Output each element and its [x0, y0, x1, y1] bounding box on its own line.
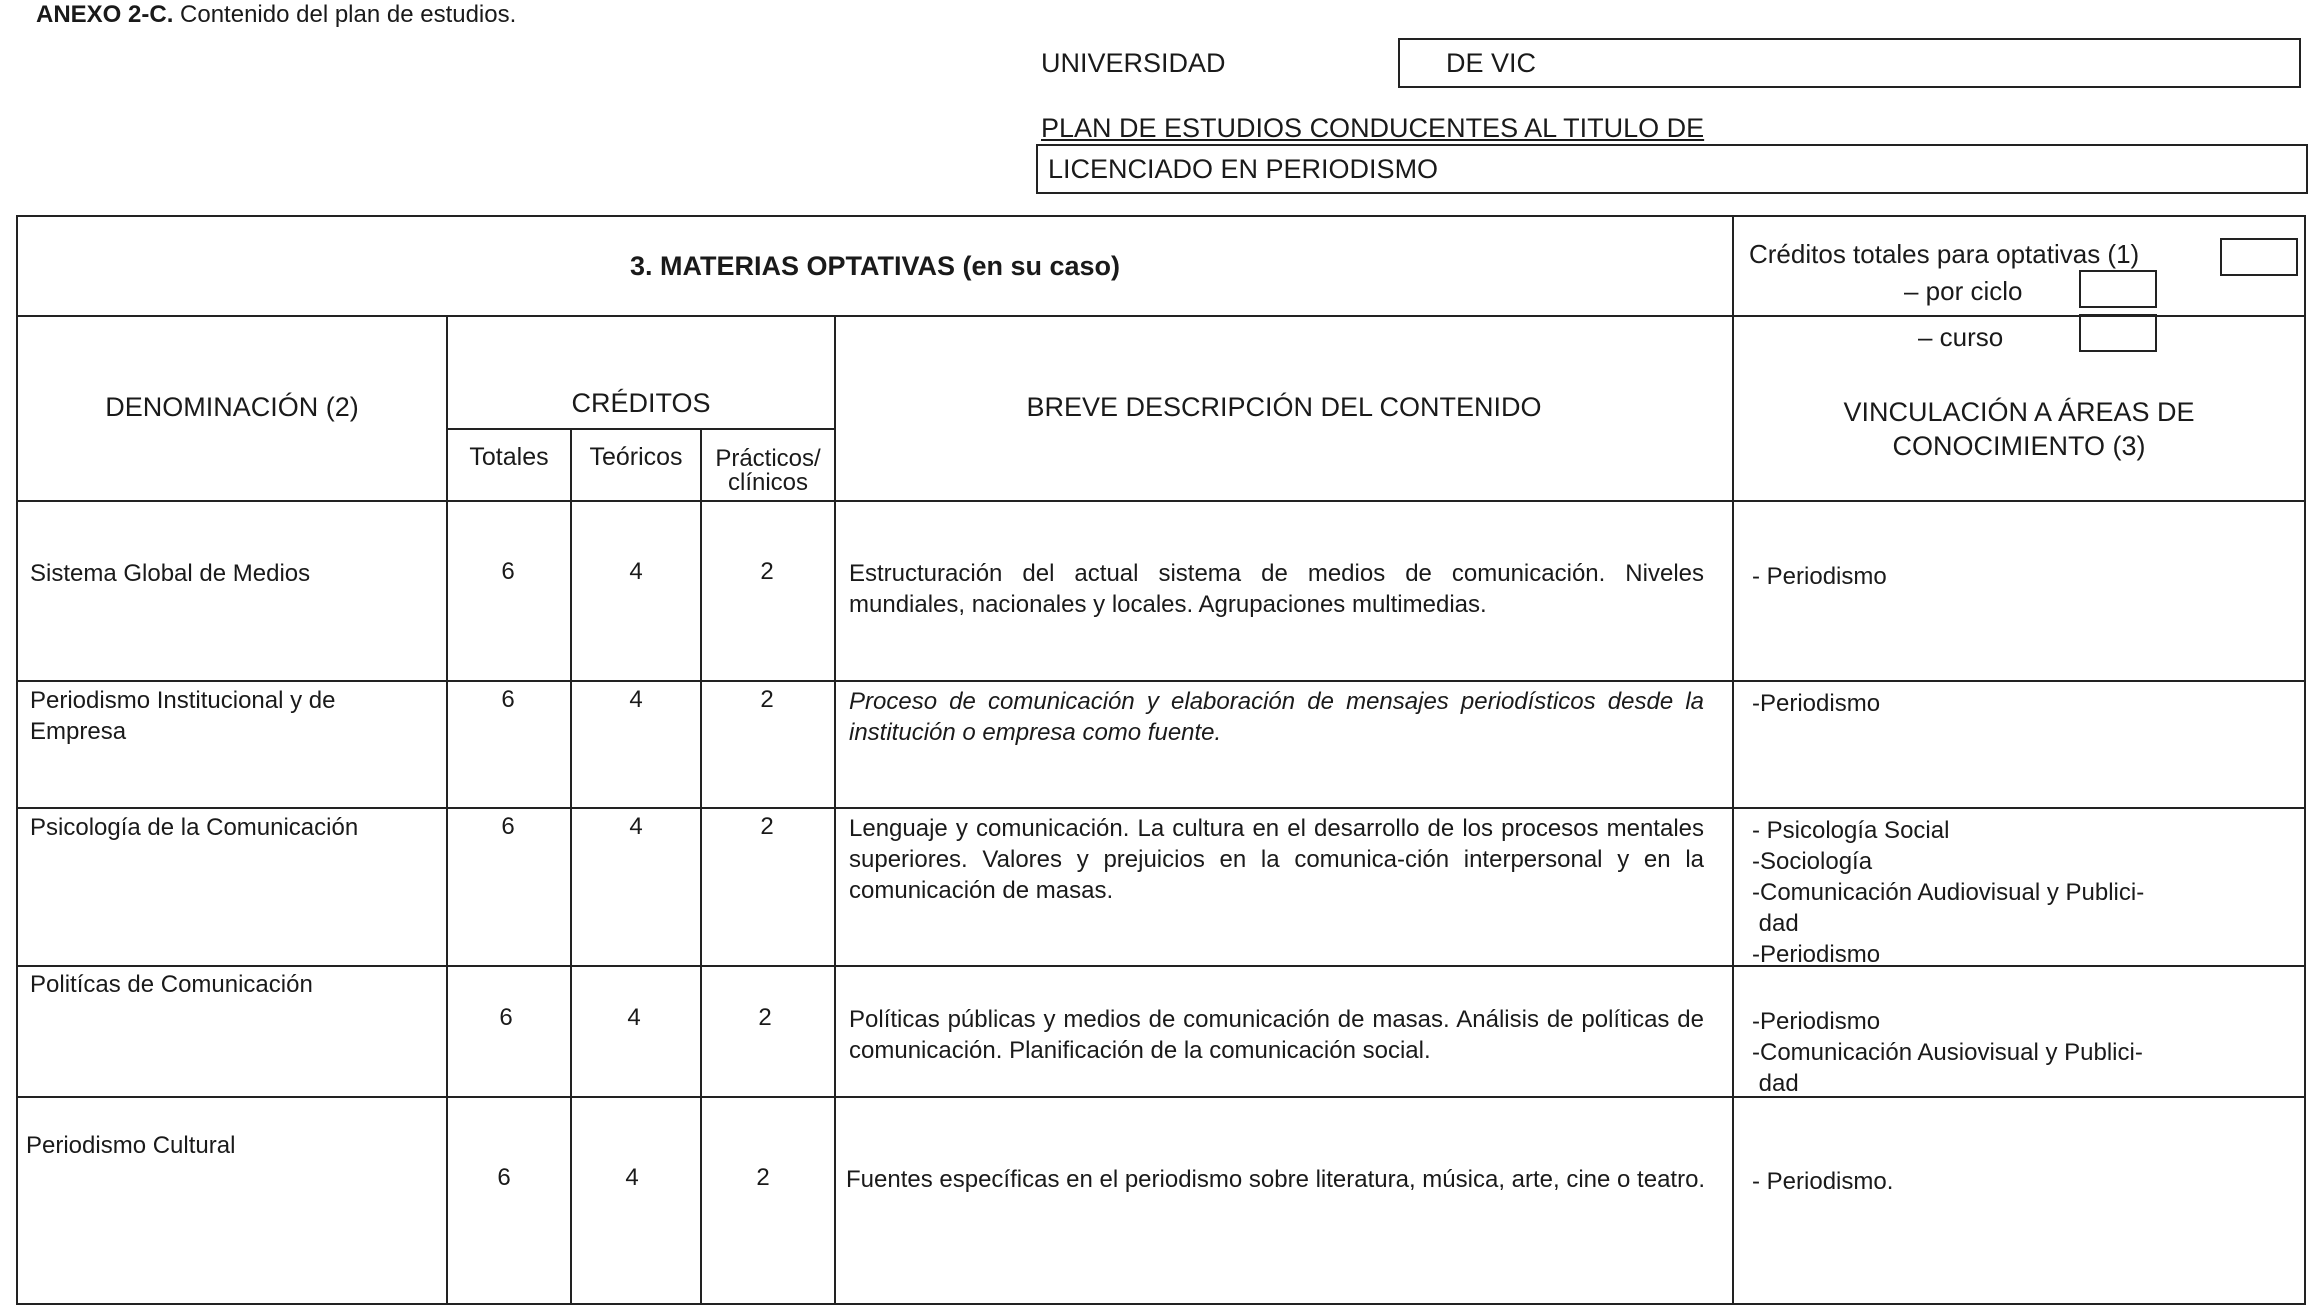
header-credits: CRÉDITOS: [571, 388, 711, 418]
plan-label: PLAN DE ESTUDIOS CONDUCENTES AL TITULO DE: [1041, 113, 1705, 143]
area-item: -Comunicación Audiovisual y Publici-: [1752, 879, 2145, 906]
row-name-line: Sistema Global de Medios: [30, 560, 311, 587]
row-name-line: Psicología de la Comunicación: [30, 814, 359, 841]
row-practice: 2: [758, 1004, 772, 1031]
header-practice-line2: clínicos: [727, 469, 809, 496]
header-totals: Totales: [469, 443, 549, 471]
row-areas: [1752, 815, 2272, 970]
row-areas: [1752, 1006, 2272, 1099]
university-value: DE VIC: [1398, 38, 2301, 88]
row-name-line: Periodismo Cultural: [26, 1132, 236, 1159]
grid-line: [700, 428, 702, 1303]
area-item: - Periodismo: [1752, 563, 1887, 590]
row-name-line: Empresa: [30, 718, 127, 745]
row-description: Fuentes específicas en el periodismo sobre literatura, música, arte, cine o teatro.: [846, 1166, 1706, 1193]
per-course-box[interactable]: [2079, 314, 2157, 352]
row-practice: 2: [760, 558, 774, 585]
area-item: -Comunicación Ausiovisual y Publici-: [1752, 1039, 2143, 1066]
row-theory: 4: [627, 1004, 641, 1031]
credits-total-box[interactable]: [2220, 238, 2298, 276]
grid-line: [18, 315, 2304, 317]
annex-code: ANEXO 2-C.: [36, 1, 174, 28]
row-description: Políticas públicas y medios de comunicación de masas. Análisis de políticas de comunicación. Planificación de la comunicación social.: [849, 1006, 1704, 1064]
area-item: -Sociología: [1752, 848, 1873, 875]
area-item: - Periodismo.: [1752, 1168, 1894, 1195]
section-title: 3. MATERIAS OPTATIVAS (en su caso): [629, 250, 1121, 281]
row-description: Proceso de comunicación y elaboración de mensajes periodísticos desde la institución o empresa como fuente.: [849, 688, 1704, 746]
per-course-label: – curso: [1918, 322, 2004, 352]
area-item: - Psicología Social: [1752, 817, 1950, 844]
row-areas: [1752, 688, 2272, 719]
header-denomination: DENOMINACIÓN (2): [105, 392, 359, 422]
plan-value: LICENCIADO EN PERIODISMO: [1036, 144, 2308, 194]
table-row-name: [30, 969, 313, 1000]
row-totals: 6: [501, 558, 515, 585]
row-name-line: Politícas de Comunicación: [30, 971, 313, 998]
table-row-name: [30, 812, 358, 843]
annex-title: Contenido del plan de estudios.: [180, 1, 517, 28]
per-cycle-label: – por ciclo: [1904, 276, 2023, 306]
area-item: -Periodismo: [1752, 690, 1881, 717]
header-description: BREVE DESCRIPCIÓN DEL CONTENIDO: [1026, 392, 1542, 422]
area-item: dad: [1752, 910, 1799, 937]
row-description: Estructuración del actual sistema de medios de comunicación. Niveles mundiales, nacionales y locales. Agrupaciones multimedias.: [849, 560, 1704, 618]
grid-line: [18, 500, 2304, 502]
header-practice-line1: Prácticos/: [715, 445, 821, 472]
table-row-name: [30, 558, 310, 589]
per-cycle-box[interactable]: [2079, 270, 2157, 308]
table-row-name: [30, 685, 335, 747]
credits-total-label: Créditos totales para optativas (1): [1749, 239, 2140, 269]
row-description: Lenguaje y comunicación. La cultura en el desarrollo de los procesos mentales superiores. Valores y prejuicios en la comunica-ción interpersonal y en la comunicación de masas.: [849, 815, 1704, 904]
row-totals: 6: [501, 813, 515, 840]
row-theory: 4: [625, 1164, 639, 1191]
header-practice: [702, 447, 834, 495]
grid-line: [18, 680, 2304, 682]
row-practice: 2: [760, 813, 774, 840]
optional-subjects-table: [16, 215, 2306, 1305]
grid-line: [834, 315, 836, 1303]
row-practice: 2: [760, 686, 774, 713]
row-theory: 4: [629, 686, 643, 713]
row-theory: 4: [629, 558, 643, 585]
row-practice: 2: [756, 1164, 770, 1191]
university-label: UNIVERSIDAD: [1041, 48, 1226, 78]
row-areas: [1752, 561, 2272, 592]
row-totals: 6: [499, 1004, 513, 1031]
row-theory: 4: [629, 813, 643, 840]
grid-line: [570, 428, 572, 1303]
row-areas: [1752, 1166, 2272, 1197]
row-totals: 6: [501, 686, 515, 713]
grid-line: [1732, 217, 1734, 1303]
header-theory: Teóricos: [589, 443, 683, 471]
grid-line: [446, 428, 835, 430]
header-areas-line1: VINCULACIÓN A ÁREAS DE: [1843, 397, 2195, 427]
area-item: -Periodismo: [1752, 941, 1881, 968]
table-row-name: [26, 1130, 235, 1161]
annex-heading: [36, 0, 516, 30]
area-item: dad: [1752, 1070, 1799, 1097]
header-areas: [1734, 395, 2304, 463]
row-totals: 6: [497, 1164, 511, 1191]
grid-line: [18, 807, 2304, 809]
header-areas-line2: CONOCIMIENTO (3): [1892, 431, 2146, 461]
row-name-line: Periodismo Institucional y de: [30, 687, 336, 714]
area-item: -Periodismo: [1752, 1008, 1881, 1035]
